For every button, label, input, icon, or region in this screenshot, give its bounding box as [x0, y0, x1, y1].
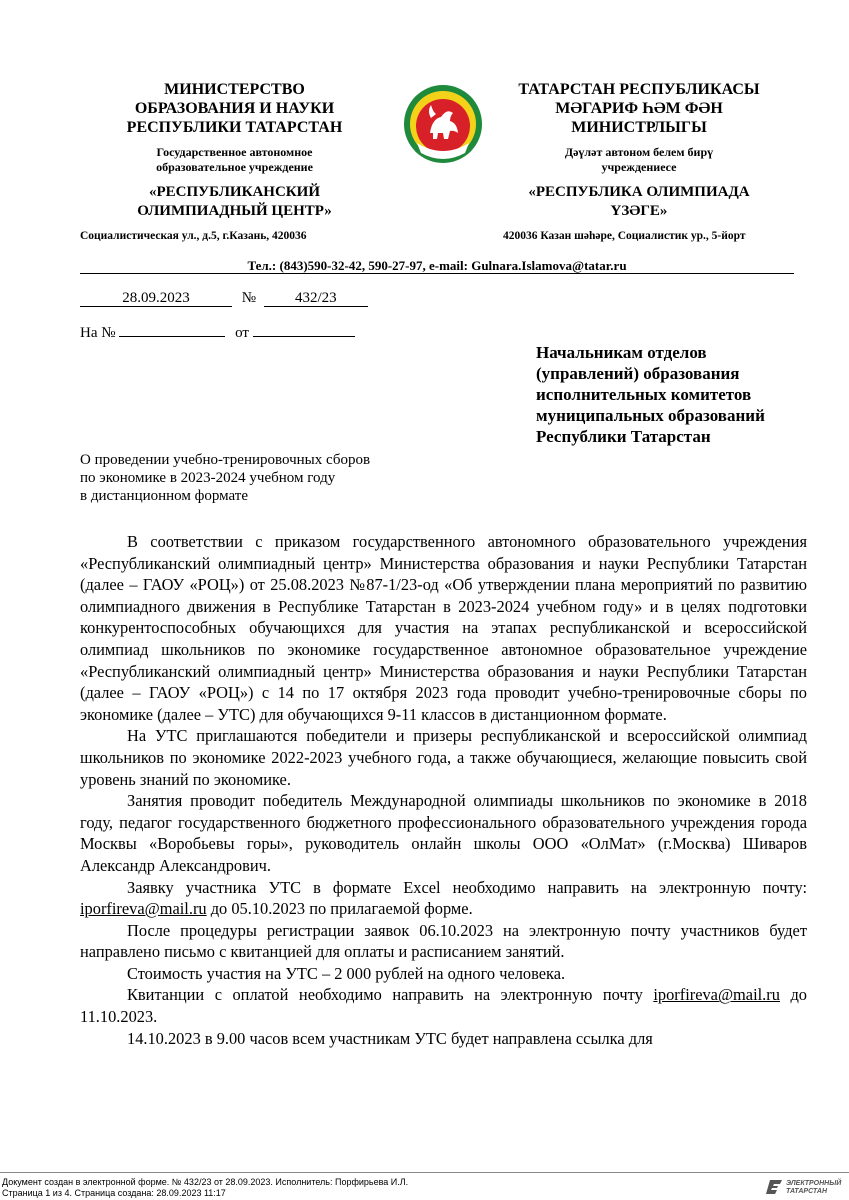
- registration-number-label: №: [241, 290, 257, 306]
- body-paragraph-3: Занятия проводит победитель Международной олимпиады школьников по экономике в 2018 году, педагог государственного бюджетного профессионального образовательного учреждения города Москвы «Воробьевы горы», руководитель онлайн школы ООО «ОлМат» (г.Москва) Шиваров Александр Александрович.: [80, 791, 807, 875]
- reference-number-label: На №: [80, 325, 116, 341]
- body-paragraph-5: После процедуры регистрации заявок 06.10.2023 на электронную почту участников будет направлено письмо с квитанцией для оплаты и расписанием занятий.: [80, 920, 807, 962]
- body-paragraph-8: 14.10.2023 в 9.00 часов всем участникам УТС будет направлена ссылка для: [127, 1028, 653, 1048]
- ministry-name-ru-line2: ОБРАЗОВАНИЯ И НАУКИ: [134, 100, 335, 117]
- ministry-name-tt-line3: МИНИСТРЛЫГЫ: [571, 119, 707, 136]
- addressee-line: (управлений) образования: [536, 364, 740, 383]
- footer-line-1: Документ создан в электронной форме. № 432/23 от 28.09.2023. Исполнитель: Порфирьева И.Л.: [2, 1177, 409, 1187]
- body-paragraph-7-text: Квитанции с оплатой необходимо направить на электронную почту: [127, 985, 654, 1005]
- reference-row: [80, 320, 355, 342]
- org-name-tt-line1: «РЕСПУБЛИКА ОЛИМПИАДА: [528, 184, 750, 200]
- reference-number-field: [119, 320, 225, 337]
- contacts-text: Тел.: (843)590-32-42, 590-27-97, e-mail: Gulnara.Islamova@tatar.ru: [247, 258, 627, 273]
- body-paragraph-4-tail: до 05.10.2023 по прилагаемой форме.: [206, 899, 473, 919]
- registration-date: 28.09.2023: [80, 290, 232, 307]
- letter-body: [80, 531, 807, 1049]
- address-tt: 420036 Казан шәһәре, Социалистик ур., 5-йорт: [503, 230, 746, 242]
- addressee-line: исполнительных комитетов: [536, 385, 752, 404]
- body-paragraph-1: В соответствии с приказом государственного автономного образовательного учреждения «Республиканский олимпиадный центр» Министерства образования и науки Республики Татарстан (далее – ГАОУ «РОЦ») от 25.08.2023 №87-1/23-од «Об утверждении плана мероприятий по развитию олимпиадного движения в Республике Татарстан в 2023-2024 учебном году» и в целях подготовки конкурентоспособных обучающихся для участия на этапах республиканской и всероссийской олимпиад школьников по экономике государственное автономное образовательное учреждение «Республиканский олимпиадный центр» Министерства образования и науки Республики Татарстан (далее – ГАОУ «РОЦ») с 14 по 17 октября 2023 года проводит учебно-тренировочные сборы по экономике (далее – УТС) для обучающихся 9-11 классов в дистанционном формате.: [80, 532, 807, 724]
- email-link[interactable]: iporfireva@mail.ru: [653, 985, 780, 1005]
- brand-line-2: ТАТАРСТАН: [786, 1188, 827, 1195]
- footer-divider: [0, 1172, 849, 1173]
- subject-line: в дистанционном формате: [80, 488, 249, 504]
- org-type-ru-line2: образовательное учреждение: [156, 160, 313, 174]
- electronic-tatarstan-icon: [766, 1179, 784, 1195]
- subject-block: [80, 451, 370, 505]
- header-right: [500, 80, 778, 221]
- footer-info: [2, 1177, 408, 1199]
- header-divider: [80, 273, 794, 274]
- body-paragraph-2: На УТС приглашаются победители и призеры республиканской и всероссийской олимпиад школьников по экономике 2022-2023 учебного года, а также обучающиеся, желающие повысить свой уровень знаний по экономике.: [80, 726, 807, 789]
- org-name-ru-line2: ОЛИМПИАДНЫЙ ЦЕНТР»: [137, 203, 332, 219]
- ministry-name-tt-line1: ТАТАРСТАН РЕСПУБЛИКАСЫ: [518, 81, 760, 98]
- org-name-ru-line1: «РЕСПУБЛИКАНСКИЙ: [149, 184, 320, 200]
- body-paragraph-7: [80, 984, 807, 1027]
- org-type-ru-line1: Государственное автономное: [156, 145, 313, 159]
- org-name-tt-line2: ҮЗӘГЕ»: [610, 203, 668, 219]
- electronic-tatarstan-logo: [766, 1178, 846, 1196]
- reference-from-label: от: [235, 325, 249, 341]
- addressee-line: муниципальных образований: [536, 406, 765, 425]
- ministry-name-ru-line1: МИНИСТЕРСТВО: [164, 81, 305, 98]
- address-ru: Социалистическая ул., д.5, г.Казань, 420036: [80, 230, 307, 242]
- body-paragraph-4-text: Заявку участника УТС в формате Excel необходимо направить на электронную почту:: [127, 877, 807, 897]
- ministry-name-ru-line3: РЕСПУБЛИКИ ТАТАРСТАН: [126, 119, 343, 136]
- addressee-line: Республики Татарстан: [536, 427, 711, 446]
- body-paragraph-6: Стоимость участия на УТС – 2 000 рублей на одного человека.: [127, 963, 566, 983]
- registration-row: [80, 289, 368, 307]
- addressee-line: Начальникам отделов: [536, 343, 707, 362]
- header-left: [92, 80, 377, 221]
- ministry-name-tt-line2: МӘГАРИФ ҺӘМ ФӘН: [555, 100, 723, 117]
- reference-date-field: [253, 320, 355, 337]
- org-type-tt-line2: учреждениесе: [601, 160, 677, 174]
- footer-line-2: Страница 1 из 4. Страница создана: 28.09.2023 11:17: [2, 1188, 226, 1198]
- brand-line-1: ЭЛЕКТРОННЫЙ: [786, 1180, 842, 1187]
- email-link[interactable]: iporfireva@mail.ru: [80, 899, 207, 919]
- subject-line: О проведении учебно-тренировочных сборов: [80, 452, 371, 468]
- addressee-block: [536, 342, 765, 447]
- body-paragraph-4: [80, 877, 807, 920]
- emblem-icon: [403, 83, 483, 165]
- subject-line: по экономике в 2023-2024 учебном году: [80, 470, 336, 486]
- org-type-tt-line1: Дәүләт автоном белем бирү: [564, 145, 714, 159]
- body-paragraph-7-tail: до 11.10.2023.: [80, 985, 807, 1027]
- registration-number: 432/23: [264, 290, 368, 307]
